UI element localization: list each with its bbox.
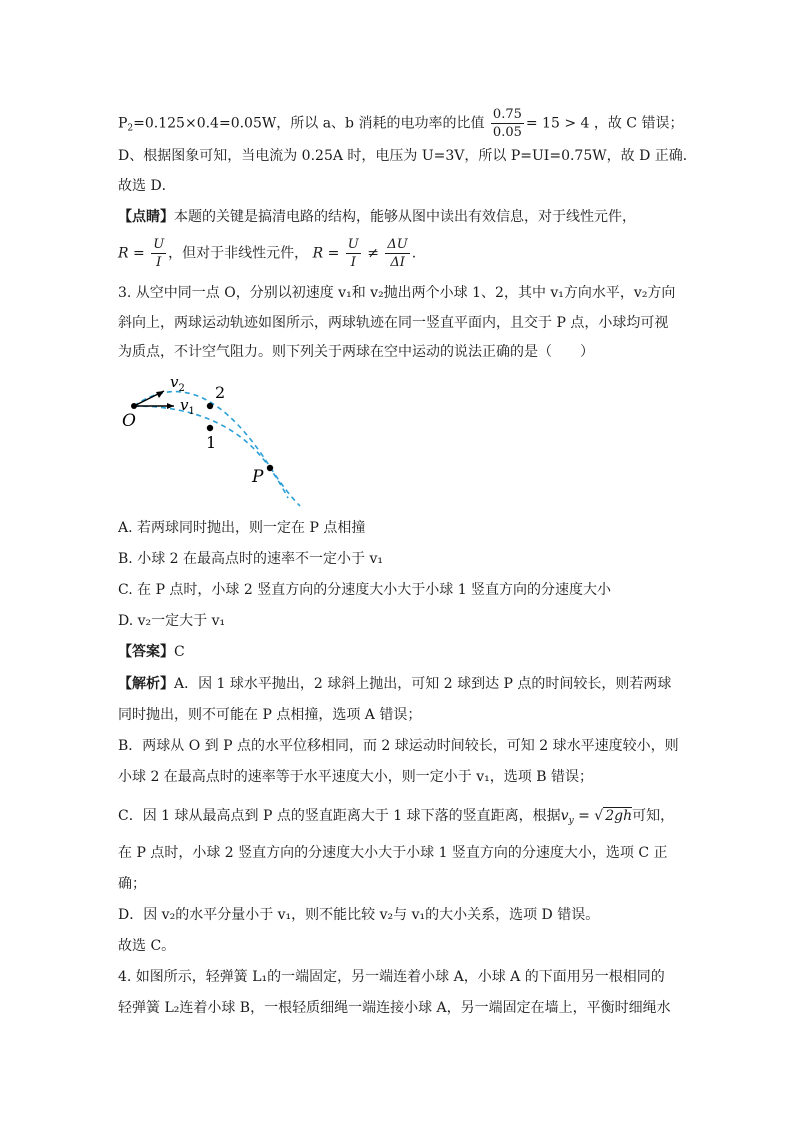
option-c: C. 在 P 点时，小球 2 竖直方向的分速度大小大于小球 1 竖直方向的分速度大小: [118, 582, 612, 598]
point-P: [267, 465, 273, 471]
explanation-line: 小球 2 在最高点时的速率等于水平速度大小，则一定小于 v₁，选项 B 错误；: [118, 769, 593, 785]
ball-1: [207, 425, 213, 431]
trajectory-ball-2: [134, 392, 300, 506]
formula-line: R = $\frac{U}{I}$ ，但对于非线性元件， R = $\frac{U}{I}$ ≠ $\frac{\Delta U}{\Delta I}$ .: [118, 237, 417, 270]
explanation-line: 在 P 点时，小球 2 竖直方向的分速度大小大于小球 1 竖直方向的分速度大小，选项 C 正: [118, 845, 668, 861]
question-4-line: 轻弹簧 L₂连着小球 B，一根轻质细绳一端连接小球 A，另一端固定在墙上，平衡时细绳水: [118, 1000, 671, 1016]
trajectory-ball-1: [134, 406, 288, 498]
text-line: 【点睛】本题的关键是搞清电路的结构，能够从图中读出有效信息，对于线性元件，: [118, 209, 636, 225]
ball-2: [207, 403, 213, 409]
label-P: P: [252, 467, 264, 487]
text-line: $P_2=0.125\times 0.4=0.05W$，所以 a、b 消耗的电功率的比值 $\frac{0.75}{0.05}$ = 15 > 4 ，故 C 错误；: [118, 107, 684, 140]
explanation-line: 【解析】A．因 1 球水平抛出，2 球斜上抛出，可知 2 球到达 P 点的时间较长，则若两球: [118, 676, 672, 692]
label-2: 2: [215, 383, 226, 402]
question-4-line: 4. 如图所示，轻弹簧 L₁的一端固定，另一端连着小球 A，小球 A 的下面用另一根相同的: [118, 969, 665, 985]
label-O: O: [122, 411, 136, 431]
label-v1: $v_1$: [180, 396, 195, 417]
answer-line: 【答案】C: [118, 644, 185, 660]
label-v2: $v_2$: [170, 373, 185, 394]
option-d: D. v₂一定大于 v₁: [118, 613, 226, 629]
explanation-line: C．因 1 球从最高点到 P 点的竖直距离大于 1 球下落的竖直距离，根据$v_y$ = √ 2gh可知，: [118, 808, 675, 826]
explanation-line: 同时抛出，则不可能在 P 点相撞，选项 A 错误；: [118, 707, 422, 723]
question-3-line: 为质点，不计空气阻力。则下列关于两球在空中运动的说法正确的是（ ）: [118, 344, 594, 360]
option-b: B. 小球 2 在最高点时的速率不一定小于 v₁: [118, 551, 383, 567]
question-3-line: 3. 从空中同一点 O，分别以初速度 v₁和 v₂抛出两个小球 1、2，其中 v₁方向水平，v₂方向: [118, 285, 676, 301]
text-line: D、根据图象可知，当电流为 0.25A 时，电压为 U=3V，所以 P=UI=0.75W，故 D 正确．: [118, 148, 697, 164]
text-line: 故选 D．: [118, 178, 176, 194]
question-3-line: 斜向上，两球运动轨迹如图所示，两球轨迹在同一竖直平面内，且交于 P 点，小球均可视: [118, 315, 669, 331]
explanation-line: B．两球从 O 到 P 点的水平位移相同，而 2 球运动时间较长，可知 2 球水平速度较小，则: [118, 738, 679, 754]
option-a: A. 若两球同时抛出，则一定在 P 点相撞: [118, 520, 366, 536]
explanation-line: D．因 v₂的水平分量小于 v₁，则不能比较 v₂与 v₁的大小关系，选项 D 错误。: [118, 907, 600, 923]
projectile-diagram: [112, 368, 312, 510]
explanation-line: 故选 C。: [118, 938, 176, 954]
point-O: [131, 403, 137, 409]
explanation-line: 确；: [118, 876, 146, 892]
label-1: 1: [206, 433, 217, 452]
fraction: $\frac{0.75}{0.05}$: [492, 107, 522, 140]
